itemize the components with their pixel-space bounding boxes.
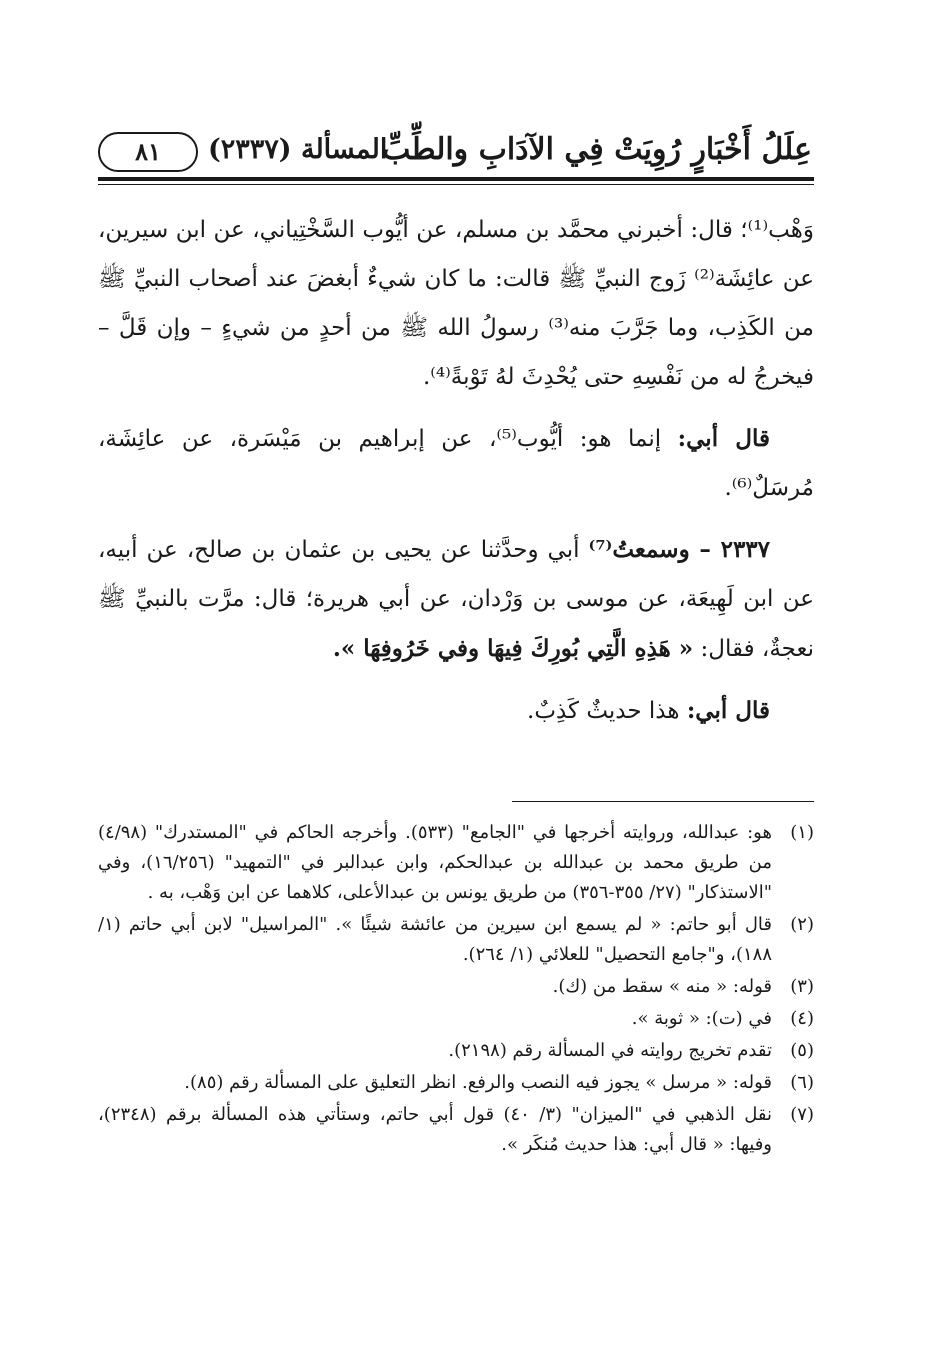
footnote <box>98 1004 814 1034</box>
speaker-label: قال أبي: <box>677 425 771 452</box>
footnote-text: قوله: « مرسل » يجوز فيه النصب والرفع. انظر التعليق على المسألة رقم (٨٥). <box>184 1072 772 1093</box>
footnote-number: (٦) <box>790 1072 814 1093</box>
header-section: المسألة (٢٣٣٧) <box>208 134 388 165</box>
speaker-label: قال أبي: <box>686 697 770 724</box>
footnote-number: (٥) <box>790 1040 814 1061</box>
paragraph-verdict <box>98 686 814 736</box>
footnote-text: في (ت): « ثوبة ». <box>631 1008 772 1029</box>
footnote-text: هو: عبدالله، وروايته أخرجها في "الجامع" (٥٣٣). وأخرجه الحاكم في "المستدرك" (٤/٩٨) من طريق محمد بن عبدالله بن عبدالحكم، وابن عبدالبر في "التمهيد" (١٦/٢٥٦)، وفي "الاستذكار" (٢٧/ ٣٥٥-٣٥٦) من طريق يونس بن عبدالأعلى، كلاهما عن ابن وَهْب، به . <box>98 822 772 903</box>
issue-number: ٢٣٣٧ – وسمعتُ⁽⁷⁾ <box>588 536 771 563</box>
footnote-text: نقل الذهبي في "الميزان" (٣/ ٤٠) قول أبي حاتم، وستأتي هذه المسألة برقم (٢٣٤٨)، وفيها: « قال أبي: هذا حديث مُنكَر ». <box>98 1104 772 1155</box>
footnote-number: (٢) <box>790 914 814 935</box>
paragraph-text: إنما هو: أيُّوب⁽⁵⁾، عن إبراهيم بن مَيْسَرة، عن عائِشَة، مُرسَلٌ⁽⁶⁾. <box>98 426 814 501</box>
running-header <box>98 128 812 172</box>
hadith-quote: « هَذِهِ الَّتِي بُورِكَ فِيهَا وفي خَرُوفِهَا ». <box>332 635 694 662</box>
paragraph-isnad: وَهْب⁽¹⁾؛ قال: أخبرني محمَّد بن مسلم، عن أيُّوب السَّخْتِياني، عن ابن سيرين، عن عائِشَة⁽²⁾ زَوج النبيِّ ﷺ قالت: ما كان شيءٌ أبغضَ عند أصحاب النبيِّ ﷺ من الكَذِب، وما جَرَّبَ منه⁽³⁾ رسولُ الله ﷺ من أحدٍ من شيءٍ – وإن قَلَّ – فيخرجُ له من نَفْسِهِ حتى يُحْدِثَ لهُ تَوْبةً⁽⁴⁾. <box>98 217 814 390</box>
paragraph-text: أبي وحدَّثنا عن يحيى بن عثمان بن صالح، عن أبيه، عن ابن لَهِيعَة، عن موسى بن وَرْدان، عن أبي هريرة؛ قال: مرَّت بالنبيِّ ﷺ نعجةٌ، فقال: <box>98 537 814 662</box>
paragraph-issue-2337 <box>98 525 814 674</box>
footnote-text: قوله: « منه » سقط من (ك). <box>552 976 772 997</box>
footnote-text: تقدم تخريج روايته في المسألة رقم (٢١٩٨). <box>448 1040 772 1061</box>
header-divider <box>98 177 814 181</box>
footnote-number: (٣) <box>790 976 814 997</box>
footnote <box>98 910 814 970</box>
header-divider-thin <box>98 184 814 185</box>
footnote-divider <box>512 801 814 802</box>
paragraph-text: هذا حديثٌ كَذِبٌ. <box>527 698 680 724</box>
footnote-text: قال أبو حاتم: « لم يسمع ابن سيرين من عائشة شيئًا ». "المراسيل" لابن أبي حاتم (١/ ١٨٨)، و"جامع التحصيل" للعلائي (١/ ٢٦٤). <box>98 914 772 965</box>
footnote-number: (٤) <box>790 1008 814 1029</box>
header-title: عِلَلُ أَخْبَارٍ رُوِيَتْ فِي الآدَابِ والطِّبِّ <box>382 132 812 167</box>
footnote <box>98 972 814 1002</box>
page-number: ٨١ <box>98 132 198 172</box>
paragraph-abi-comment <box>98 414 814 513</box>
footnote-number: (١) <box>790 822 814 843</box>
footnotes <box>98 818 814 1162</box>
footnote <box>98 1100 814 1160</box>
main-text <box>98 206 814 748</box>
footnote-number: (٧) <box>790 1104 814 1125</box>
footnote <box>98 1068 814 1098</box>
footnote <box>98 818 814 908</box>
footnote <box>98 1036 814 1066</box>
